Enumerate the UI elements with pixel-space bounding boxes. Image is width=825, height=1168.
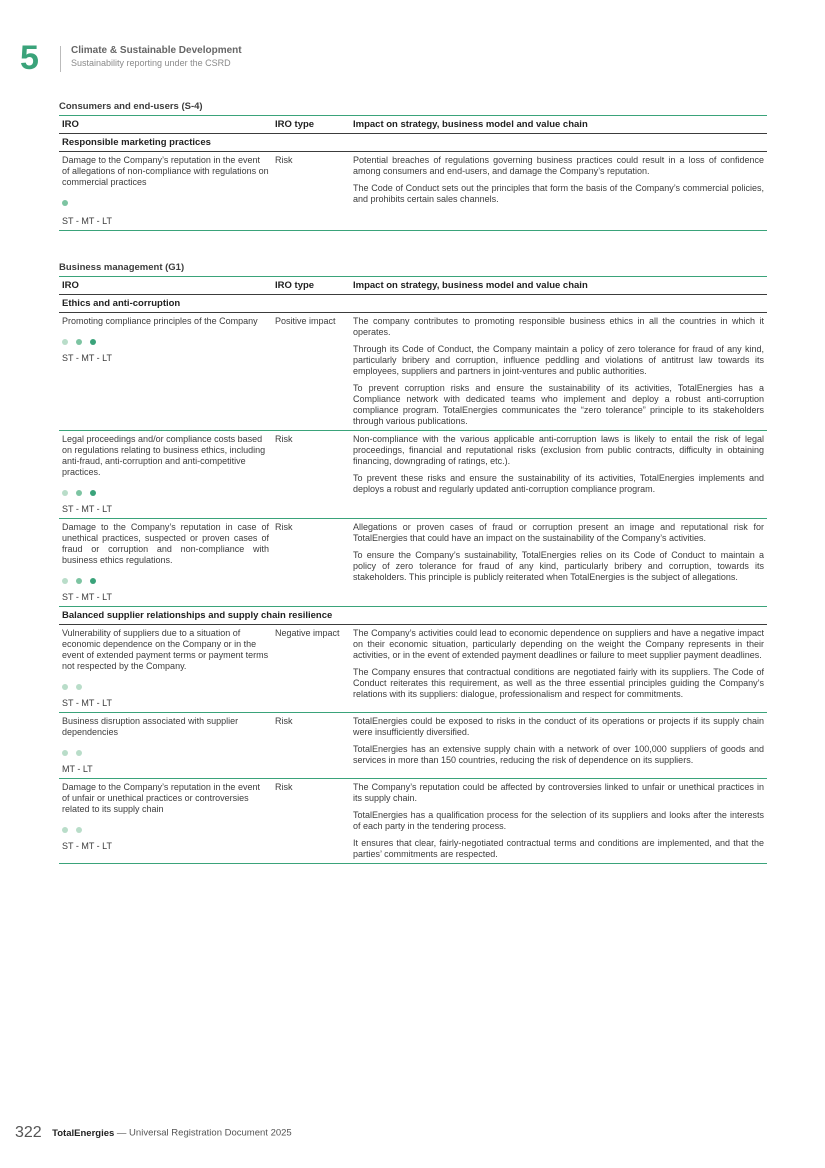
table-header-row: [59, 116, 767, 134]
impact-paragraph: TotalEnergies could be exposed to risks in the conduct of its operations or projects if its supply chain were insufficiently diversified.: [353, 716, 764, 737]
impact-paragraph: The company contributes to promoting responsible business ethics in all the countries in which it operates.: [353, 316, 764, 337]
category-label: Ethics and anti-corruption: [59, 295, 767, 313]
consumers-table: [59, 115, 767, 231]
iro-cell: [59, 713, 272, 779]
iro-type: Risk: [272, 431, 350, 519]
header-divider: [60, 46, 61, 72]
chapter-number: 5: [20, 39, 39, 77]
iro-type: Risk: [272, 779, 350, 864]
category-row: [59, 134, 767, 152]
table-row: [59, 313, 767, 431]
business-table: [59, 276, 767, 864]
impact-paragraph: The Code of Conduct sets out the principles that form the basis of the Company’s commercial policies, and prohibits certain sales channels.: [353, 183, 764, 204]
table-row: [59, 519, 767, 607]
materiality-dots: [62, 337, 269, 345]
iro-text: Promoting compliance principles of the Company: [62, 316, 258, 326]
page-footer: [15, 1124, 292, 1142]
dot-icon: [62, 578, 68, 584]
time-horizon: ST - MT - LT: [62, 698, 113, 708]
iro-type: Risk: [272, 519, 350, 607]
impact-cell: [350, 625, 767, 713]
impact-paragraph: To prevent corruption risks and ensure the sustainability of its activities, TotalEnergies has a Compliance network with dedicated teams who implement and deploy a robust anti-corruption compliance program. TotalEnergies communicates the “zero tolerance” principle to its stakeholders through various publications.: [353, 383, 764, 426]
dot-icon: [90, 578, 96, 584]
iro-type: Negative impact: [272, 625, 350, 713]
dot-icon: [62, 339, 68, 345]
table-row: [59, 779, 767, 864]
brand-name: TotalEnergies: [52, 1127, 115, 1139]
col-header-type: IRO type: [272, 116, 350, 134]
dot-icon: [76, 490, 82, 496]
table-row: [59, 713, 767, 779]
impact-cell: [350, 313, 767, 431]
impact-paragraph: TotalEnergies has a qualification process for the selection of its suppliers and looks after the interests of each party in the tendering process.: [353, 810, 764, 831]
impact-cell: [350, 779, 767, 864]
table-row: [59, 625, 767, 713]
time-horizon: ST - MT - LT: [62, 504, 113, 514]
table-header-row: [59, 277, 767, 295]
dot-icon: [90, 490, 96, 496]
iro-text: Damage to the Company’s reputation in the event of unfair or unethical practices or controversies related to its supply chain: [62, 782, 260, 814]
impact-paragraph: To prevent these risks and ensure the sustainability of its activities, TotalEnergies implements and deploys a robust and regularly updated anti-corruption compliance program.: [353, 473, 764, 494]
materiality-dots: [62, 682, 269, 690]
materiality-dots: [62, 825, 269, 833]
dot-icon: [62, 750, 68, 756]
col-header-impact: Impact on strategy, business model and value chain: [350, 116, 767, 134]
dot-icon: [76, 578, 82, 584]
impact-paragraph: Potential breaches of regulations governing business practices could result in a loss of confidence among consumers and end-users, and damage the Company’s reputation.: [353, 155, 764, 176]
time-horizon: ST - MT - LT: [62, 592, 113, 602]
iro-text: Business disruption associated with supplier dependencies: [62, 716, 239, 737]
iro-text: Legal proceedings and/or compliance costs based on regulations relating to business ethics, including anti-fraud, anti-corruption and anti-competitive practices.: [62, 434, 266, 477]
table-row: [59, 152, 767, 231]
business-section: [59, 262, 767, 864]
materiality-dots: [62, 488, 269, 496]
col-header-type: IRO type: [272, 277, 350, 295]
header-title: Climate & Sustainable Development: [71, 45, 242, 56]
consumers-section: [59, 101, 767, 231]
iro-cell: [59, 779, 272, 864]
materiality-dots: [62, 576, 269, 584]
impact-paragraph: Allegations or proven cases of fraud or corruption present an image and reputational risk for TotalEnergies that could have an impact on the sustainability of the Company’s activities.: [353, 522, 764, 543]
dot-icon: [62, 200, 68, 206]
time-horizon: MT - LT: [62, 764, 93, 774]
impact-paragraph: TotalEnergies has an extensive supply chain with a network of over 100,000 suppliers of goods and services in more than 150 countries, reducing the risk of dependence on its suppliers.: [353, 744, 764, 765]
col-header-iro: IRO: [59, 116, 272, 134]
section-title: Business management (G1): [59, 262, 185, 273]
time-horizon: ST - MT - LT: [62, 841, 113, 851]
dot-icon: [76, 750, 82, 756]
impact-cell: [350, 431, 767, 519]
iro-text: Damage to the Company’s reputation in the event of allegations of non-compliance with regulations on commercial practices: [62, 155, 269, 187]
page-number: 322: [15, 1124, 42, 1141]
impact-paragraph: It ensures that clear, fairly-negotiated contractual terms and conditions are implemented, and that the parties’ commitments are respected.: [353, 838, 764, 859]
col-header-iro: IRO: [59, 277, 272, 295]
dot-icon: [76, 827, 82, 833]
iro-text: Damage to the Company’s reputation in case of unethical practices, suspected or proven cases of fraud or corruption and non-compliance with business ethics regulations.: [62, 522, 269, 565]
impact-cell: [350, 713, 767, 779]
impact-cell: [350, 152, 767, 231]
dot-icon: [90, 339, 96, 345]
materiality-dots: [62, 198, 269, 206]
table-row: [59, 431, 767, 519]
impact-paragraph: The Company’s activities could lead to economic dependence on suppliers and have a negative impact on their economic situation, particularly depending on the weight the Company represents in their activities, or in the event of extended payment deadlines or failure to meet supplier payment deadlines.: [353, 628, 764, 660]
category-row: [59, 607, 767, 625]
dot-icon: [62, 684, 68, 690]
iro-cell: [59, 313, 272, 431]
iro-cell: [59, 625, 272, 713]
dot-icon: [76, 339, 82, 345]
impact-paragraph: Through its Code of Conduct, the Company maintain a policy of zero tolerance for fraud of any kind, particularly bribery and corruption, influence peddling and violations of antitrust law towards its employees, suppliers and partners in joint-ventures and public authorities.: [353, 344, 764, 376]
time-horizon: ST - MT - LT: [62, 216, 113, 226]
section-title: Consumers and end-users (S-4): [59, 101, 203, 112]
document-title: — Universal Registration Document 2025: [114, 1127, 292, 1139]
impact-paragraph: Non-compliance with the various applicable anti-corruption laws is likely to entail the risk of legal proceedings, financial and reputational risks (exclusion from public contracts, difficulty in obtaining financing, downgrading of ratings, etc.).: [353, 434, 764, 466]
iro-text: Vulnerability of suppliers due to a situation of economic dependence on the Company or in the event of extended payment terms or payment terms not respected by the Company.: [62, 628, 269, 671]
iro-cell: [59, 431, 272, 519]
impact-paragraph: The Company’s reputation could be affected by controversies linked to unfair or unethical practices in its supply chain.: [353, 782, 764, 803]
col-header-impact: Impact on strategy, business model and value chain: [350, 277, 767, 295]
iro-type: Risk: [272, 713, 350, 779]
category-label: Balanced supplier relationships and supply chain resilience: [59, 607, 767, 625]
materiality-dots: [62, 748, 269, 756]
impact-paragraph: The Company ensures that contractual conditions are negotiated fairly with its suppliers. The Code of Conduct reiterates this requirement, as well as the three essential principles guiding the Company’s relations with its suppliers: dialogue, professionalism and respect for commitments.: [353, 667, 764, 699]
dot-icon: [76, 684, 82, 690]
category-label: Responsible marketing practices: [59, 134, 767, 152]
time-horizon: ST - MT - LT: [62, 353, 113, 363]
header-subtitle: Sustainability reporting under the CSRD: [71, 58, 231, 68]
iro-cell: [59, 152, 272, 231]
dot-icon: [62, 490, 68, 496]
iro-type: Risk: [272, 152, 350, 231]
iro-cell: [59, 519, 272, 607]
impact-paragraph: To ensure the Company’s sustainability, TotalEnergies relies on its Code of Conduct to maintain a policy of zero tolerance for fraud of any kind, particularly bribery and corruption, towards its stakeholders. This principle is publicly reiterated when TotalEnergies is the subject of allegations.: [353, 550, 764, 582]
iro-type: Positive impact: [272, 313, 350, 431]
dot-icon: [62, 827, 68, 833]
category-row: [59, 295, 767, 313]
impact-cell: [350, 519, 767, 607]
